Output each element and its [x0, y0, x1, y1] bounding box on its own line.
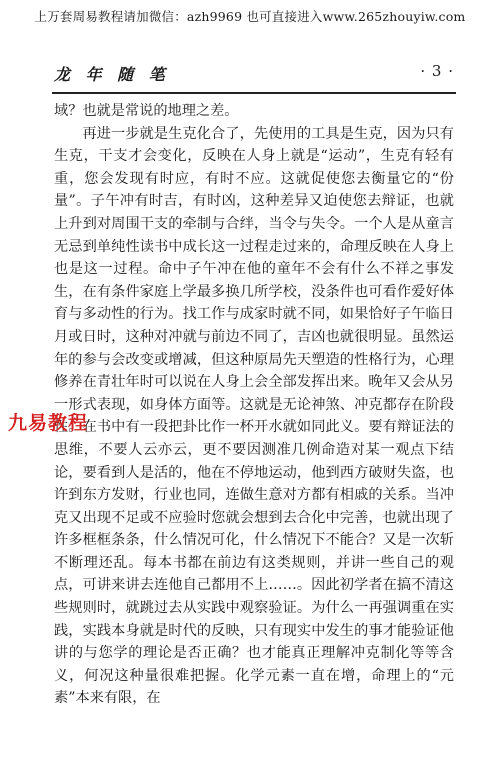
book-title: 龙 年 随 笔	[54, 65, 170, 84]
paragraph: 再进一步就是生克化合了，先使用的工具是生克，因为只有生克，干支才会变化，反映在人身上就是“运动”，生克有轻有重，您会发现有时应，有时不应。这就促使您去衡量它的“份量”。子午冲有时吉，有时凶，这种差异又迫使您去辩证，也就上升到对周围干支的牵制与合绊，当令与失令。一个人是从童言无忌到单纯性读书中成长这一过程走过来的，命理反映在人身上也是这一过程。命中子午冲在他的童年不会有什么不祥之事发生，在有条件家庭上学最多换几所学校，没条件也可看作爱好体育与多动性的行为。找工作与成家时就不同，如果恰好子午临日月或日时，这种对冲就与前边不同了，吉凶也就很明显。虽然运年的参与会改变或增减，但这种原局先天塑造的性格行为，心理修养在青壮年时可以说在人身上会全部发挥出来。晚年又会从另一形式表现，如身体方面等。这就是无论神煞、冲克都存在阶段性。在书中有一段把卦比作一杯开水就如同此义。要有辩证法的思维，不要人云亦云，更不要因测准几例命造对某一观点下结论，要看到人是活的，他在不停地运动，他到西方破财失盗，也许到东方发财，行业也同，连做生意对方都有相戚的关系。当冲克又出现不足或不应验时您就会想到去合化中完善，也就出现了许多框框条条，什么情况可化，什么情况下不能合？又是一次斩不断理还乱。每本书都在前边有这类规则，并讲一些自己的观点，可讲来讲去连他自己都用不上……。因此初学者在搞不清这些规则时，就跳过去从实践中观察验证。为什么一再强调重在实践，实践本身就是时代的反映，只有现实中发生的事才能验证他讲的与您学的理论是否正确？也才能真正理解冲克制化等等含义，何况这种量很难把握。化学元素一直在增，命理上的“元素”本来有限，在	[54, 125, 454, 707]
page-number: · 3 ·	[420, 62, 454, 80]
watermark-text: 九易教程	[8, 412, 89, 434]
body-text	[54, 100, 454, 710]
paragraph: 域？也就是常说的地理之差。	[54, 103, 239, 119]
ad-banner: 上万套周易教程请加微信：azh9969 也可直接进入www.265zhouyiw.com	[34, 9, 466, 24]
running-header	[52, 62, 454, 88]
header-rule	[52, 92, 456, 94]
